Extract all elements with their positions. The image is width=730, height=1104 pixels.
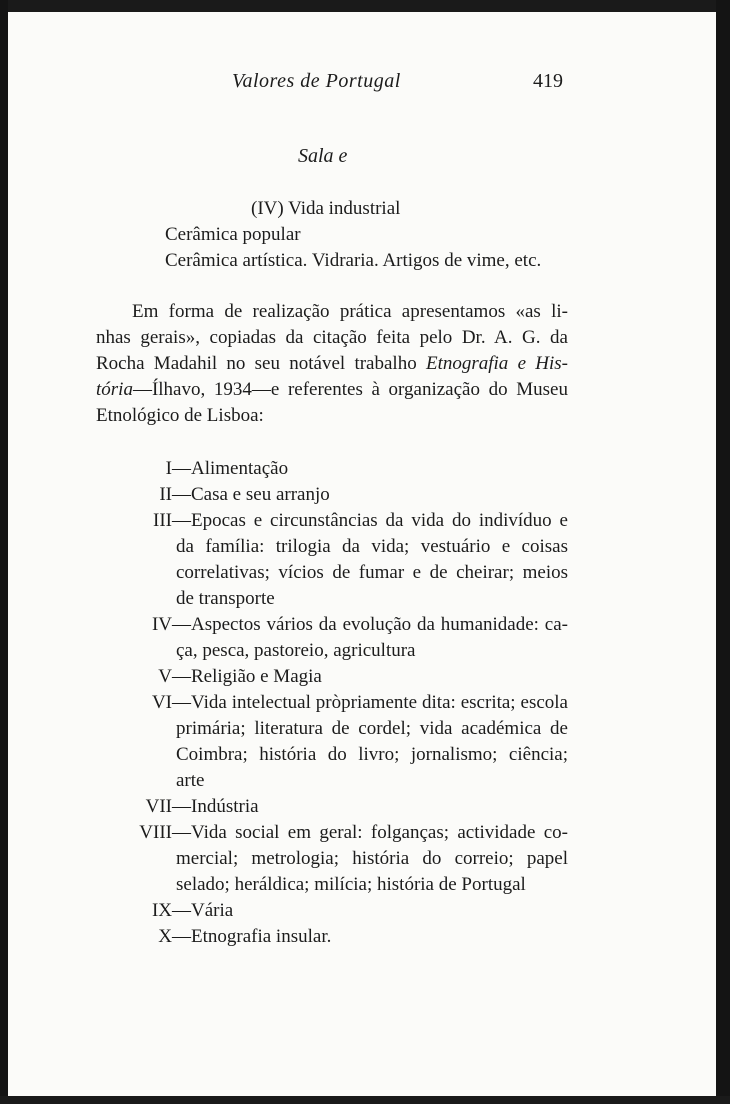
scan-border-top	[0, 0, 730, 12]
list-item-text: arte	[176, 770, 205, 791]
list-item-dash: —	[172, 458, 191, 479]
paragraph-line-4-text: —Ílhavo, 1934—e referentes à organização do Museu	[132, 379, 568, 400]
list-item-dash: —	[172, 692, 191, 713]
list-item-text: mercial; metrologia; história do correio; papel	[176, 848, 568, 869]
paragraph-line-5: Etnológico de Lisboa:	[96, 405, 264, 426]
list-item-dash: —	[172, 822, 191, 843]
list-item-number: V	[158, 666, 172, 687]
list-item-number: IV	[151, 614, 172, 635]
list-item-text: correlativas; vícios de fumar e de cheirar; meios	[176, 562, 568, 583]
list-item-text: de transporte	[176, 588, 275, 609]
running-title: Valores de Portugal	[232, 70, 401, 92]
paragraph-line-3-text: Rocha Madahil no seu notável trabalho	[96, 353, 426, 374]
list-item-dash: —	[172, 900, 191, 921]
list-item-number: VIII	[139, 822, 172, 843]
page-number: 419	[533, 70, 563, 92]
scan-border-left	[0, 0, 8, 1104]
list-item-number: VII	[145, 796, 172, 817]
list-item-dash: —	[172, 796, 191, 817]
list-item-text: Vida social em geral: folganças; actividade co-	[191, 822, 568, 843]
list-item-text: Vária	[191, 900, 234, 921]
list-item-text: selado; heráldica; milícia; história de Portugal	[176, 874, 526, 895]
paragraph-line-1: Em forma de realização prática apresentamos «as li-	[132, 301, 568, 322]
list-item-text: Aspectos vários da evolução da humanidade: ca-	[191, 614, 568, 635]
page-header	[0, 70, 730, 100]
paragraph-line-2: nhas gerais», copiadas da citação feita pelo Dr. A. G. da	[96, 327, 568, 348]
intro-line-2: Cerâmica artística. Vidraria. Artigos de vime, etc.	[165, 250, 542, 271]
list-item-dash: —	[172, 484, 191, 505]
list-item-text: da família: trilogia da vida; vestuário e coisas	[176, 536, 568, 557]
list-item-text: ça, pesca, pastoreio, agricultura	[176, 640, 416, 661]
list-item-text: Indústria	[191, 796, 259, 817]
paragraph-line-4	[96, 378, 568, 402]
list-item-number: I	[165, 458, 172, 479]
list-item-text: Religião e Magia	[191, 666, 322, 687]
list-item-text: Epocas e circunstâncias da vida do indivíduo e	[191, 510, 568, 531]
book-title-part-2: tória	[96, 379, 133, 400]
list-item-dash: —	[172, 614, 191, 635]
list-item-number: X	[158, 926, 172, 947]
list-item-text: Etnografia insular.	[191, 926, 332, 947]
scan-border-right	[716, 0, 730, 1104]
list-item-dash: —	[172, 510, 191, 531]
list-item-text: Vida intelectual pròpriamente dita: escrita; escola	[191, 692, 568, 713]
scan-border-bottom	[0, 1096, 730, 1104]
list-item-text: Casa e seu arranjo	[191, 484, 330, 505]
paragraph-line-3	[96, 352, 568, 376]
list-item-number: III	[153, 510, 172, 531]
list-item-number: IX	[151, 900, 172, 921]
list-item-number: VI	[151, 692, 172, 713]
section-subtitle: Sala e	[298, 145, 348, 167]
list-item-dash: —	[172, 666, 191, 687]
list-item-number: II	[159, 484, 172, 505]
intro-heading: (IV) Vida industrial	[251, 198, 401, 219]
list-item-text: Coimbra; história do livro; jornalismo; ciência;	[176, 744, 568, 765]
book-title-part-1: Etnografia e His-	[425, 353, 568, 374]
list-item-text: Alimentação	[191, 458, 289, 479]
list-item-text: primária; literatura de cordel; vida académica de	[176, 718, 568, 739]
intro-line-1: Cerâmica popular	[165, 224, 301, 245]
list-item-dash: —	[172, 926, 191, 947]
